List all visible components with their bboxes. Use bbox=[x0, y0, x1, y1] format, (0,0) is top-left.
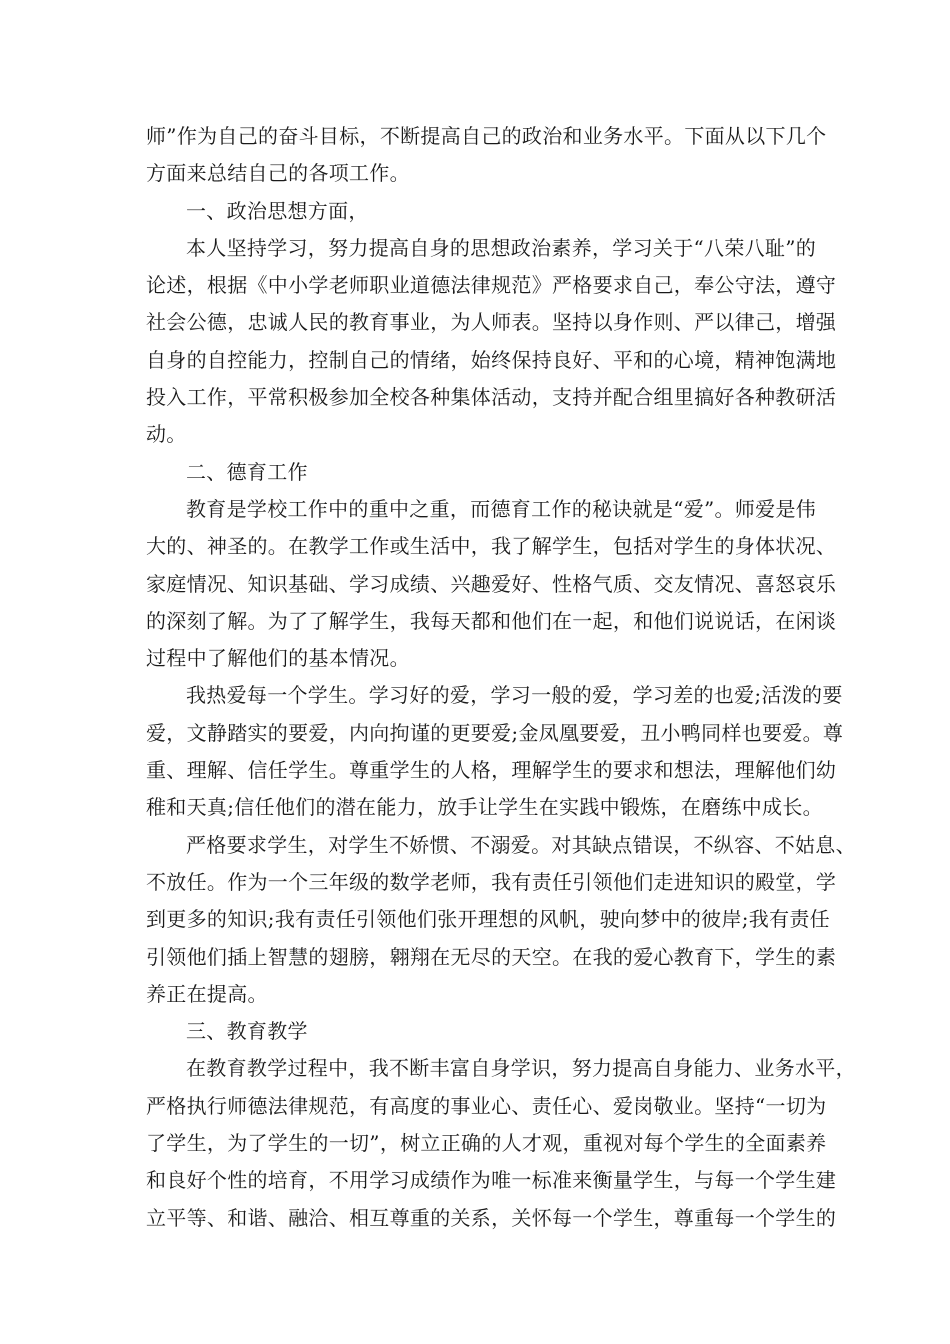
text-line: 不放任。作为一个三年级的数学老师，我有责任引领他们走进知识的殿堂，学 bbox=[146, 869, 837, 894]
text-line: 稚和天真;信任他们的潜在能力，放手让学生在实践中锻炼，在磨练中成长。 bbox=[146, 795, 823, 820]
text-line: 我热爱每一个学生。学习好的爱，学习一般的爱，学习差的也爱;活泼的要 bbox=[186, 683, 843, 708]
text-line: 动。 bbox=[146, 422, 187, 447]
text-line: 一、政治思想方面， bbox=[186, 198, 369, 223]
text-line: 立平等、和谐、融洽、相互尊重的关系，关怀每一个学生，尊重每一个学生的 bbox=[146, 1205, 837, 1230]
document-body bbox=[146, 118, 856, 1237]
text-line: 养正在提高。 bbox=[146, 981, 268, 1006]
text-line: 自身的自控能力，控制自己的情绪，始终保持良好、平和的心境，精神饱满地 bbox=[146, 347, 837, 372]
text-line: 二、德育工作 bbox=[186, 459, 308, 484]
text-line: 严格要求学生，对学生不娇惯、不溺爱。对其缺点错误，不纵容、不姑息、 bbox=[186, 832, 856, 857]
text-line: 了学生，为了学生的一切”，树立正确的人才观，重视对每个学生的全面素养 bbox=[146, 1131, 827, 1156]
text-line: 重、理解、信任学生。尊重学生的人格，理解学生的要求和想法，理解他们幼 bbox=[146, 758, 837, 783]
text-line: 严格执行师德法律规范，有高度的事业心、责任心、爱岗敬业。坚持“一切为 bbox=[146, 1093, 827, 1118]
text-line: 大的、神圣的。在教学工作或生活中，我了解学生，包括对学生的身体状况、 bbox=[146, 534, 837, 559]
text-line: 和良好个性的培育，不用学习成绩作为唯一标准来衡量学生，与每一个学生建 bbox=[146, 1168, 837, 1193]
text-line: 本人坚持学习，努力提高自身的思想政治素养，学习关于“八荣八耻”的 bbox=[186, 235, 817, 260]
text-line: 在教育教学过程中，我不断丰富自身学识，努力提高自身能力、业务水平， bbox=[186, 1056, 856, 1081]
text-line: 教育是学校工作中的重中之重，而德育工作的秘诀就是“爱”。师爱是伟 bbox=[186, 496, 817, 521]
text-line: 论述，根据《中小学老师职业道德法律规范》严格要求自己，奉公守法，遵守 bbox=[146, 273, 837, 298]
text-line: 投入工作，平常积极参加全校各种集体活动，支持并配合组里搞好各种教研活 bbox=[146, 385, 837, 410]
text-line: 家庭情况、知识基础、学习成绩、兴趣爱好、性格气质、交友情况、喜怒哀乐 bbox=[146, 571, 837, 596]
text-line: 到更多的知识;我有责任引领他们张开理想的风帆，驶向梦中的彼岸;我有责任 bbox=[146, 907, 830, 932]
text-line: 社会公德，忠诚人民的教育事业，为人师表。坚持以身作则、严以律己，增强 bbox=[146, 310, 837, 335]
text-line: 过程中了解他们的基本情况。 bbox=[146, 646, 410, 671]
text-line: 三、教育教学 bbox=[186, 1019, 308, 1044]
text-line: 师”作为自己的奋斗目标，不断提高自己的政治和业务水平。下面从以下几个 bbox=[146, 124, 827, 148]
text-line: 的深刻了解。为了了解学生，我每天都和他们在一起，和他们说说话，在闲谈 bbox=[146, 608, 837, 633]
text-line: 引领他们插上智慧的翅膀，翱翔在无尽的天空。在我的爱心教育下，学生的素 bbox=[146, 944, 837, 969]
text-line: 爱，文静踏实的要爱，内向拘谨的更要爱;金凤凰要爱，丑小鸭同样也要爱。尊 bbox=[146, 720, 844, 745]
text-line: 方面来总结自己的各项工作。 bbox=[146, 161, 410, 186]
